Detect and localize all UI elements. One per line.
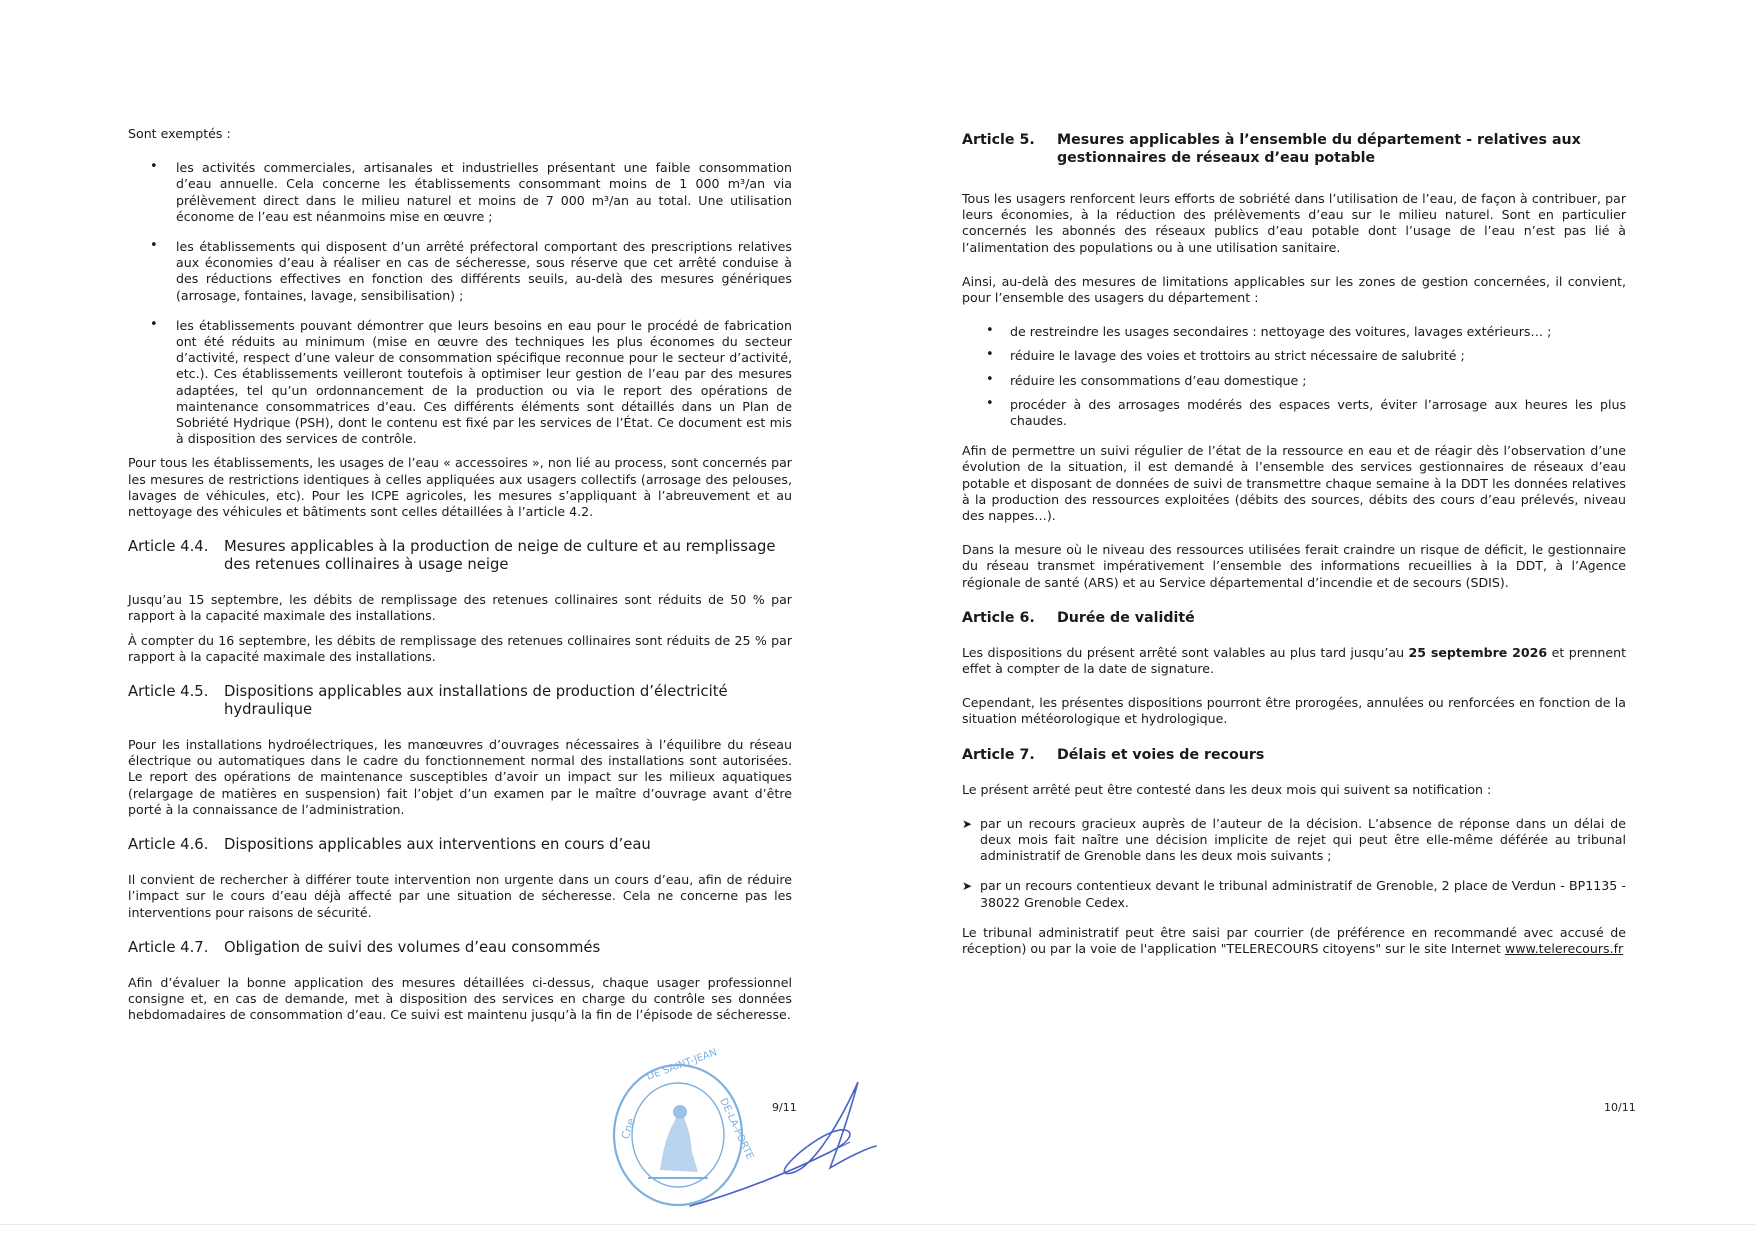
scan-edge-line [0,1224,1755,1225]
bullet-dot: • [150,159,158,175]
article-5-p2: Ainsi, au-delà des mesures de limitations applicables sur les zones de gestion concernées, il convient, pour l’ensemble des usagers du département : [962,273,1626,306]
page-number-left: 9/11 [772,1101,797,1114]
article-4-7-heading: Article 4.7. Obligation de suivi des volumes d’eau consommés [128,938,601,956]
article-5-list [962,324,1626,429]
list-item: ➤ par un recours contentieux devant le tribunal administratif de Grenoble, 2 place de Verdun - BP1135 - 38022 Grenoble Cedex. [962,878,1626,910]
article-7-heading: Article 7. Délais et voies de recours [962,746,1265,763]
left-column [128,126,792,1023]
right-page [877,0,1755,1240]
article-7-p2: Le tribunal administratif peut être saisi par courrier (de préférence en recommandé avec accusé de réception) ou par la voie de l'application "TELERECOURS citoyens" sur le site Internet www.telerecours.fr [962,924,1626,957]
article-5-p4: Dans la mesure où le niveau des ressources utilisées ferait craindre un risque de déficit, le gestionnaire du réseau transmet impérativement l’ensemble des informations recueillies à la DDT, à l’Agence régionale de santé (ARS) et au Service départemental d’incendie et de secours (SDIS). [962,542,1626,590]
validity-date: 25 septembre 2026 [1408,644,1548,660]
article-5-p1: Tous les usagers renforcent leurs efforts de sobriété dans l’utilisation de l’eau, de façon à contribuer, par leurs économies, à la réduction des prélèvements d’eau sur le milieu naturel. Sont en particulier concernés les abonnés des réseaux publics d’eau potable dont l’usage de l’eau n’est pas lié à l’alimentation des populations ou à une utilisation sanitaire. [962,191,1626,255]
handwritten-signature [680,1072,880,1212]
bullet-dot: • [986,323,994,339]
article-4-4-p2: À compter du 16 septembre, les débits de remplissage des retenues collinaires sont réduits de 25 % par rapport à la capacité maximale des installations. [128,632,792,664]
article-4-7-p1: Afin d’évaluer la bonne application des mesures détaillées ci-dessus, chaque usager professionnel consigne et, en cas de demande, met à disposition des services en charge du contrôle ses données hebdomadaires de consommation d’eau. Ce suivi est maintenu jusqu’à la fin de l’épisode de sécheresse. [128,974,792,1023]
article-6-heading: Article 6. Durée de validité [962,609,1195,626]
page-number-right: 10/11 [1604,1101,1636,1114]
bullet-dot: • [986,371,994,387]
bullet-dot: • [150,238,158,254]
list-item: • réduire le lavage des voies et trottoirs au strict nécessaire de salubrité ; [986,347,1465,364]
article-6-p1: Les dispositions du présent arrêté sont valables au plus tard jusqu’au 25 septembre 2026 et prennent effet à compter de la date de signature. [962,644,1627,677]
exemptions-intro: Sont exemptés : [128,126,231,141]
article-4-4-p1: Jusqu’au 15 septembre, les débits de remplissage des retenues collinaires sont réduits de 50 % par rapport à la capacité maximale des installations. [128,592,792,624]
article-7-p1: Le présent arrêté peut être contesté dans les deux mois qui suivent sa notification : [962,781,1492,797]
telerecours-link[interactable]: www.telerecours.fr [1504,941,1624,957]
list-item: • les établissements qui disposent d’un arrêté préfectoral comportant des prescriptions relatives aux économies d’eau à réaliser en cas de sécheresse, sous réserve que cet arrêté conduise à des réductions effectives en fonction des différents seuils, au-delà des mesures génériques (arrosage, fontaines, lavage, sensibilisation) ; [150,238,792,303]
list-item: • procéder à des arrosages modérés des espaces verts, éviter l’arrosage aux heures les plus chaudes. [986,395,1626,429]
left-page [0,0,877,1240]
article-4-5-heading: Article 4.5. Dispositions applicables aux installations de production d’électricité hydraulique [128,683,728,719]
article-4-4-heading: Article 4.4. Mesures applicables à la production de neige de culture et au remplissage des retenues collinaires à usage neige [128,538,776,574]
para-accessoires: Pour tous les établissements, les usages de l’eau « accessoires », non lié au process, sont concernés par les mesures de restrictions identiques à celles appliquées aux usagers collectifs (arrosage des pelouses, lavages de véhicules, etc). Pour les ICPE agricoles, les mesures s’appliquant à l’abreuvement et au nettoyage des véhicules et bâtiments sont celles détaillées à l’article 4.2. [128,455,792,520]
bullet-dot: • [150,316,158,332]
article-4-6-heading: Article 4.6. Dispositions applicables aux interventions en cours d’eau [128,836,651,854]
article-5-p3: Afin de permettre un suivi régulier de l’état de la ressource en eau et de réagir dès l’observation d’une évolution de la situation, il est demandé à l’ensemble des services gestionnaires de réseaux d’eau potable et disposant de données de suivi de transmettre chaque semaine à la DDT les données relatives à la production des ressources exploitées (débits des sources, débits des cours d’eau prélevés, niveau des nappes…). [962,443,1626,524]
right-column [962,131,1626,957]
list-item: • les activités commerciales, artisanales et industrielles présentant une faible consommation d’eau annuelle. Cela concerne les établissements consommant moins de 1 000 m³/an via prélèvement direct dans le milieu naturel et moins de 7 000 m³/an au total. Une utilisation économe de l’eau est néanmoins mise en œuvre ; [150,159,792,224]
list-item: ➤ par un recours gracieux auprès de l’auteur de la décision. L’absence de réponse dans un délai de deux mois fait naître une décision implicite de rejet qui peut être elle-même déférée au tribunal administratif de Grenoble dans les deux mois suivants ; [962,815,1626,864]
bullet-dot: • [986,347,994,363]
recourse-list [962,816,1626,911]
list-item: • de restreindre les usages secondaires : nettoyage des voitures, lavages extérieurs… ; [986,323,1552,340]
svg-text:Cne: Cne [618,1116,639,1142]
chevron-right-icon: ➤ [962,816,973,831]
exemptions-list [128,160,792,447]
list-item: • réduire les consommations d’eau domestique ; [986,371,1307,388]
article-5-heading: Article 5. Mesures applicables à l’ensemble du département - relatives aux gestionnaires de réseaux d’eau potable [962,132,1581,166]
list-item: • les établissements pouvant démontrer que leurs besoins en eau pour le procédé de fabrication ont été réduits au minimum (mise en œuvre des techniques les plus économes du secteur d’activité, respect d’une valeur de consommation spécifique reconnue pour le secteur d’activité, etc.). Ces établissements veilleront toutefois à optimiser leur gestion de l’eau par des mesures adaptées, tel qu’un ordonnancement de la production ou via le report des opérations de maintenance consommatrices d’eau. Ces différents éléments sont détaillés dans un Plan de Sobriété Hydrique (PSH), dont le contenu est fixé par les services de l’État. Ce document est mis à disposition des services de contrôle. [150,316,792,447]
article-4-6-p1: Il convient de rechercher à différer toute intervention non urgente dans un cours d’eau, afin de réduire l’impact sur le cours d’eau déjà affecté par une situation de sécheresse. Cela ne concerne pas les interventions pour raisons de sécurité. [128,872,792,920]
svg-text:DE SAINT-JEAN: DE SAINT-JEAN [645,1047,719,1083]
article-4-5-p1: Pour les installations hydroélectriques, les manœuvres d’ouvrages nécessaires à l’équilibre du réseau électrique ou automatiques dans le cadre du fonctionnement normal des installations sont autorisées. Le report des opérations de maintenance susceptibles d’avoir un impact sur les milieux aquatiques (relargage de matières en suspension) fait l’objet d’un examen par le maître d’ouvrage avant d’être porté à la connaissance de l’administration. [128,737,792,817]
chevron-right-icon: ➤ [962,879,973,894]
article-6-p2: Cependant, les présentes dispositions pourront être prorogées, annulées ou renforcées en fonction de la situation météorologique et hydrologique. [962,695,1626,727]
bullet-dot: • [986,395,994,411]
svg-text:DE-LA-PORTE: DE-LA-PORTE [717,1096,756,1162]
